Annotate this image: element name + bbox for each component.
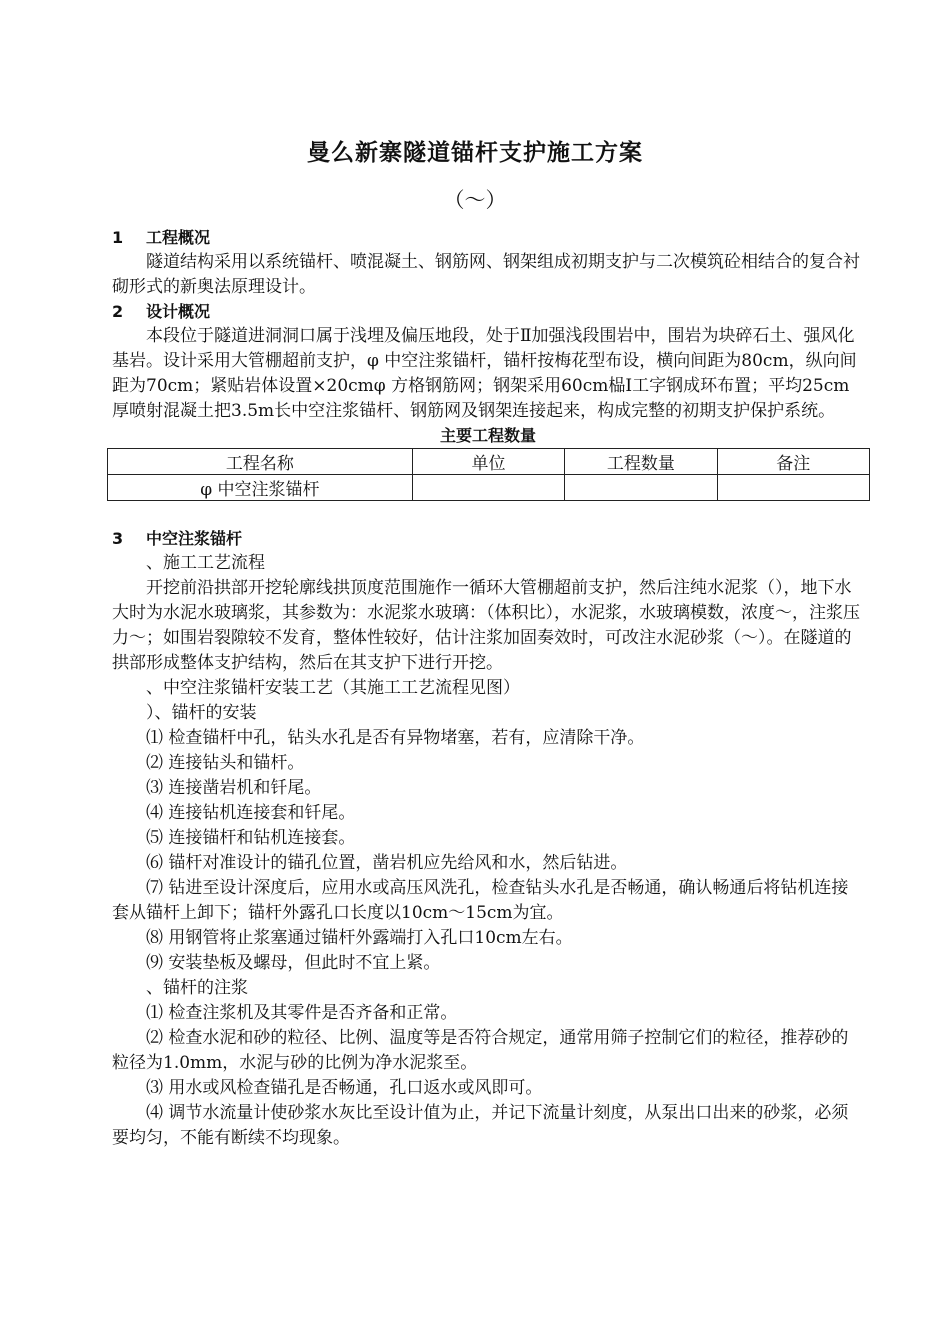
grout-step: ⑷ 调节水流量计使砂浆水灰比至设计值为止，并记下流量计刻度，从泵出口出来的砂浆，必须要均匀，不能有断续不均现象。 — [112, 1103, 849, 1148]
table-header-cell: 工程名称 — [108, 449, 413, 475]
table-cell — [565, 475, 717, 501]
install-step: ⑴ 检查锚杆中孔，钻头水孔是否有异物堵塞，若有，应清除干净。 — [146, 728, 645, 748]
subheading-anchor-grouting: 、锚杆的注浆 — [146, 978, 248, 998]
spacer — [112, 501, 864, 527]
install-step: ⑸ 连接锚杆和钻机连接套。 — [146, 828, 356, 848]
section-title: 设计概况 — [146, 302, 211, 321]
table-header-cell: 备注 — [717, 449, 869, 475]
install-step: ⑶ 连接凿岩机和钎尾。 — [146, 778, 322, 798]
document-subtitle: （～） — [443, 188, 507, 212]
subheading-install-process: 、中空注浆锚杆安装工艺（其施工工艺流程见图） — [146, 678, 520, 698]
table-title: 主要工程数量 — [439, 426, 536, 445]
section-heading-1 — [112, 226, 864, 250]
grout-step: ⑴ 检查注浆机及其零件是否齐备和正常。 — [146, 1003, 458, 1023]
table-header-row — [108, 449, 870, 475]
section-heading-3 — [112, 527, 864, 551]
grout-step: ⑵ 检查水泥和砂的粒径、比例、温度等是否符合规定，通常用筛子控制它们的粒径，推荐砂的粒径为1.0mm，水泥与砂的比例为净水泥浆至。 — [112, 1028, 849, 1073]
quantity-table — [107, 448, 870, 501]
section-title: 中空注浆锚杆 — [146, 529, 243, 548]
table-header-cell: 工程数量 — [565, 449, 717, 475]
install-step: ⑹ 锚杆对准设计的锚孔位置，凿岩机应先给风和水，然后钻进。 — [146, 853, 628, 873]
section-title: 工程概况 — [146, 228, 211, 247]
grout-step: ⑶ 用水或风检查锚孔是否畅通，孔口返水或风即可。 — [146, 1078, 543, 1098]
subheading-process-flow: 、施工工艺流程 — [146, 553, 265, 573]
table-cell: φ 中空注浆锚杆 — [108, 475, 413, 501]
table-header-cell: 单位 — [412, 449, 564, 475]
install-step: ⑷ 连接钻机连接套和钎尾。 — [146, 803, 356, 823]
table-cell — [717, 475, 869, 501]
document-title: 曼么新寨隧道锚杆支护施工方案 — [307, 140, 643, 166]
section-number: 3 — [112, 529, 124, 548]
section-number: 1 — [112, 228, 124, 247]
paragraph: 隧道结构采用以系统锚杆、喷混凝土、钢筋网、钢架组成初期支护与二次模筑砼相结合的复合衬砌形式的新奥法原理设计。 — [112, 252, 860, 297]
install-step: ⑵ 连接钻头和锚杆。 — [146, 753, 305, 773]
install-step: ⑻ 用钢管将止浆塞通过锚杆外露端打入孔口10cm左右。 — [146, 928, 573, 948]
section-number: 2 — [112, 302, 124, 321]
install-step: ⑼ 安装垫板及螺母，但此时不宜上紧。 — [146, 953, 441, 973]
subheading-anchor-install: ）、锚杆的安装 — [146, 703, 257, 723]
paragraph: 本段位于隧道进洞洞口属于浅埋及偏压地段，处于Ⅱ加强浅段围岩中，围岩为块碎石土、强风化基岩。设计采用大管棚超前支护，φ 中空注浆锚杆，锚杆按梅花型布设，横向间距为80cm，纵向间距为70cm；紧贴岩体设置×20cmφ 方格钢筋网；钢架采用60cm榀Ⅰ工字钢成环布置；平均25cm厚喷射混凝土把3.5m长中空注浆锚杆、钢筋网及钢架连接起来，构成完整的初期支护保护系统。 — [112, 326, 857, 421]
section-heading-2 — [112, 300, 864, 324]
paragraph: 开挖前沿拱部开挖轮廓线拱顶度范围施作一循环大管棚超前支护，然后注纯水泥浆（），地下水大时为水泥水玻璃浆，其参数为：水泥浆水玻璃：（体积比），水泥浆，水玻璃模数，浓度～，注浆压力～；如围岩裂隙较不发育，整体性较好，估计注浆加固奏效时，可改注水泥砂浆（～）。在隧道的拱部形成整体支护结构，然后在其支护下进行开挖。 — [112, 578, 860, 673]
install-step: ⑺ 钻进至设计深度后，应用水或高压风洗孔，检查钻头水孔是否畅通，确认畅通后将钻机连接套从锚杆上卸下；锚杆外露孔口长度以10cm～15cm为宜。 — [112, 878, 849, 923]
table-cell — [412, 475, 564, 501]
table-row — [108, 475, 870, 501]
document-body — [112, 226, 864, 1151]
